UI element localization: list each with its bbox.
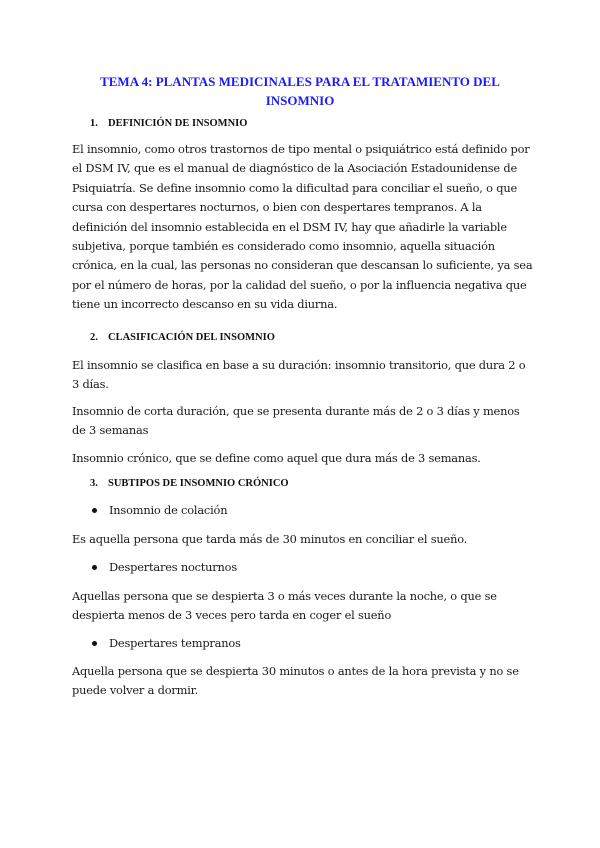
section-title: DEFINICIÓN DE INSOMNIO — [108, 118, 248, 129]
paragraph: Insomnio crónico, que se define como aquel que dura más de 3 semanas. — [72, 451, 481, 465]
bullet-icon — [92, 641, 97, 646]
section-number: 2. — [90, 332, 98, 343]
paragraph: Insomnio de corta duración, que se presenta durante más de 2 o 3 días y menos de 3 semanas — [72, 404, 520, 438]
bullet-label: Despertares nocturnos — [109, 560, 237, 574]
bullet-icon — [92, 565, 97, 570]
section-heading-3 — [90, 478, 289, 489]
section-heading-1 — [90, 118, 247, 129]
paragraph: El insomnio, como otros trastornos de tipo mental o psiquiátrico está definido por el DSM IV, que es el manual de diagnóstico de la Asociación Estadounidense de Psiquiatría. Se define insomnio como la dificultad para conciliar el sueño, o que cursa con despertares nocturnos, o bien con despertares tempranos. A la definición del insomnio establecida en el DSM IV, hay que añadirle la variable subjetiva, porque también es considerado como insomnio, aquella situación crónica, en la cual, las personas no consideran que descansan lo suficiente, ya sea por el número de horas, por la calidad del sueño, o por la influencia negativa que tiene un incorrecto descanso en su vida diurna. — [72, 142, 533, 312]
paragraph: Es aquella persona que tarda más de 30 minutos en conciliar el sueño. — [72, 532, 468, 546]
section-number: 1. — [90, 118, 98, 129]
section-title: CLASIFICACIÓN DEL INSOMNIO — [108, 332, 275, 343]
bullet-item — [92, 503, 227, 517]
bullet-label: Insomnio de colación — [109, 503, 228, 517]
bullet-item — [92, 560, 237, 574]
paragraph: Aquella persona que se despierta 30 minutos o antes de la hora prevista y no se puede volver a dormir. — [72, 664, 519, 698]
section-title: SUBTIPOS DE INSOMNIO CRÓNICO — [108, 478, 289, 489]
bullet-item — [92, 636, 241, 650]
bullet-icon — [92, 508, 97, 513]
paragraph: Aquellas persona que se despierta 3 o más veces durante la noche, o que se despierta menos de 3 veces pero tarda en coger el sueño — [72, 589, 497, 623]
section-number: 3. — [90, 478, 98, 489]
document-title: TEMA 4: PLANTAS MEDICINALES PARA EL TRATAMIENTO DEL INSOMNIO — [100, 74, 500, 108]
paragraph: El insomnio se clasifica en base a su duración: insomnio transitorio, que dura 2 o 3 días. — [72, 358, 526, 392]
section-heading-2 — [90, 332, 275, 343]
bullet-label: Despertares tempranos — [109, 636, 241, 650]
